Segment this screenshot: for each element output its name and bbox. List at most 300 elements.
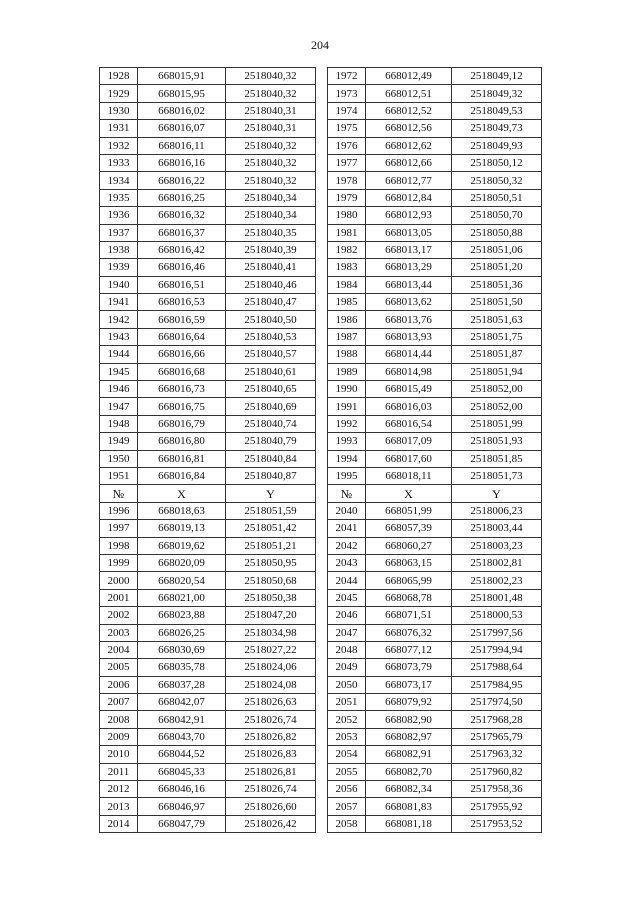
y-coordinate-cell: 2517965,79 bbox=[452, 728, 542, 745]
column-gap bbox=[316, 450, 328, 467]
x-coordinate-cell: 668012,93 bbox=[366, 207, 452, 224]
column-gap bbox=[316, 798, 328, 815]
x-coordinate-cell: 668043,70 bbox=[138, 728, 226, 745]
x-coordinate-cell: 668016,42 bbox=[138, 241, 226, 258]
point-number-cell: 2004 bbox=[100, 641, 138, 658]
y-coordinate-cell: 2518040,34 bbox=[226, 207, 316, 224]
y-coordinate-cell: 2518024,08 bbox=[226, 676, 316, 693]
column-gap bbox=[316, 659, 328, 676]
column-gap bbox=[316, 415, 328, 432]
column-gap bbox=[316, 572, 328, 589]
y-coordinate-cell: 2518040,31 bbox=[226, 120, 316, 137]
x-coordinate-cell: 668013,05 bbox=[366, 224, 452, 241]
y-coordinate-cell: 2517955,92 bbox=[452, 798, 542, 815]
x-coordinate-cell: 668016,32 bbox=[138, 207, 226, 224]
point-number-cell: 2040 bbox=[328, 502, 366, 519]
point-number-cell: 1936 bbox=[100, 207, 138, 224]
table-row bbox=[100, 781, 542, 798]
column-gap bbox=[316, 624, 328, 641]
point-number-cell: 1977 bbox=[328, 154, 366, 171]
x-coordinate-cell: 668082,97 bbox=[366, 728, 452, 745]
table-row bbox=[100, 572, 542, 589]
y-coordinate-cell: 2518051,59 bbox=[226, 502, 316, 519]
x-coordinate-cell: 668020,54 bbox=[138, 572, 226, 589]
table-row bbox=[100, 363, 542, 380]
table-row bbox=[100, 207, 542, 224]
column-gap bbox=[316, 485, 328, 502]
point-number-cell: 1987 bbox=[328, 328, 366, 345]
x-coordinate-cell: 668016,22 bbox=[138, 172, 226, 189]
point-number-cell: 1990 bbox=[328, 381, 366, 398]
column-gap bbox=[316, 346, 328, 363]
table-row bbox=[100, 746, 542, 763]
x-coordinate-cell: 668016,03 bbox=[366, 398, 452, 415]
column-gap bbox=[316, 137, 328, 154]
x-coordinate-cell: 668015,95 bbox=[138, 85, 226, 102]
table-row bbox=[100, 328, 542, 345]
point-number-cell: 1949 bbox=[100, 433, 138, 450]
point-number-cell: 1983 bbox=[328, 259, 366, 276]
x-coordinate-cell: 668044,52 bbox=[138, 746, 226, 763]
column-gap bbox=[316, 676, 328, 693]
table-row bbox=[100, 554, 542, 571]
x-coordinate-cell: 668013,93 bbox=[366, 328, 452, 345]
x-coordinate-cell: 668073,17 bbox=[366, 676, 452, 693]
point-number-cell: 1973 bbox=[328, 85, 366, 102]
y-coordinate-cell: 2518006,23 bbox=[452, 502, 542, 519]
header-y: Y bbox=[452, 485, 542, 502]
y-coordinate-cell: 2518034,98 bbox=[226, 624, 316, 641]
point-number-cell: 1991 bbox=[328, 398, 366, 415]
column-gap bbox=[316, 398, 328, 415]
y-coordinate-cell: 2518026,63 bbox=[226, 694, 316, 711]
x-coordinate-cell: 668051,99 bbox=[366, 502, 452, 519]
point-number-cell: 1985 bbox=[328, 294, 366, 311]
y-coordinate-cell: 2518040,34 bbox=[226, 189, 316, 206]
y-coordinate-cell: 2517958,36 bbox=[452, 781, 542, 798]
x-coordinate-cell: 668035,78 bbox=[138, 659, 226, 676]
point-number-cell: 1993 bbox=[328, 433, 366, 450]
point-number-cell: 1934 bbox=[100, 172, 138, 189]
y-coordinate-cell: 2517974,50 bbox=[452, 694, 542, 711]
x-coordinate-cell: 668016,64 bbox=[138, 328, 226, 345]
point-number-cell: 1995 bbox=[328, 467, 366, 484]
y-coordinate-cell: 2518052,00 bbox=[452, 398, 542, 415]
y-coordinate-cell: 2518051,75 bbox=[452, 328, 542, 345]
table-row bbox=[100, 154, 542, 171]
x-coordinate-cell: 668026,25 bbox=[138, 624, 226, 641]
x-coordinate-cell: 668016,37 bbox=[138, 224, 226, 241]
x-coordinate-cell: 668016,68 bbox=[138, 363, 226, 380]
y-coordinate-cell: 2517997,56 bbox=[452, 624, 542, 641]
x-coordinate-cell: 668082,34 bbox=[366, 781, 452, 798]
point-number-cell: 2006 bbox=[100, 676, 138, 693]
point-number-cell: 2001 bbox=[100, 589, 138, 606]
point-number-cell: 1929 bbox=[100, 85, 138, 102]
column-gap bbox=[316, 189, 328, 206]
table-row bbox=[100, 815, 542, 832]
table-row bbox=[100, 798, 542, 815]
point-number-cell: 1941 bbox=[100, 294, 138, 311]
column-gap bbox=[316, 711, 328, 728]
point-number-cell: 2051 bbox=[328, 694, 366, 711]
y-coordinate-cell: 2518001,48 bbox=[452, 589, 542, 606]
y-coordinate-cell: 2518003,44 bbox=[452, 520, 542, 537]
x-coordinate-cell: 668018,63 bbox=[138, 502, 226, 519]
point-number-cell: 2012 bbox=[100, 781, 138, 798]
page-number: 204 bbox=[311, 38, 329, 52]
x-coordinate-cell: 668037,28 bbox=[138, 676, 226, 693]
table-row bbox=[100, 259, 542, 276]
x-coordinate-cell: 668018,11 bbox=[366, 467, 452, 484]
y-coordinate-cell: 2518026,81 bbox=[226, 763, 316, 780]
point-number-cell: 2054 bbox=[328, 746, 366, 763]
point-number-cell: 1937 bbox=[100, 224, 138, 241]
point-number-cell: 1948 bbox=[100, 415, 138, 432]
column-gap bbox=[316, 589, 328, 606]
x-coordinate-cell: 668082,90 bbox=[366, 711, 452, 728]
y-coordinate-cell: 2518026,74 bbox=[226, 711, 316, 728]
table-row bbox=[100, 68, 542, 85]
column-gap bbox=[316, 763, 328, 780]
table-row bbox=[100, 676, 542, 693]
x-coordinate-cell: 668073,79 bbox=[366, 659, 452, 676]
table-row bbox=[100, 450, 542, 467]
column-gap bbox=[316, 728, 328, 745]
column-gap bbox=[316, 68, 328, 85]
point-number-cell: 1982 bbox=[328, 241, 366, 258]
x-coordinate-cell: 668047,79 bbox=[138, 815, 226, 832]
point-number-cell: 2055 bbox=[328, 763, 366, 780]
table-row bbox=[100, 137, 542, 154]
x-coordinate-cell: 668012,62 bbox=[366, 137, 452, 154]
table-row bbox=[100, 120, 542, 137]
y-coordinate-cell: 2518040,53 bbox=[226, 328, 316, 345]
x-coordinate-cell: 668046,97 bbox=[138, 798, 226, 815]
y-coordinate-cell: 2518052,00 bbox=[452, 381, 542, 398]
y-coordinate-cell: 2518050,88 bbox=[452, 224, 542, 241]
point-number-cell: 2056 bbox=[328, 781, 366, 798]
table-row bbox=[100, 520, 542, 537]
y-coordinate-cell: 2517984,95 bbox=[452, 676, 542, 693]
table-row bbox=[100, 502, 542, 519]
x-coordinate-cell: 668017,60 bbox=[366, 450, 452, 467]
point-number-cell: 2047 bbox=[328, 624, 366, 641]
x-coordinate-cell: 668045,33 bbox=[138, 763, 226, 780]
x-coordinate-cell: 668016,53 bbox=[138, 294, 226, 311]
point-number-cell: 2005 bbox=[100, 659, 138, 676]
header-number: № bbox=[100, 485, 138, 502]
column-gap bbox=[316, 607, 328, 624]
y-coordinate-cell: 2518040,32 bbox=[226, 85, 316, 102]
point-number-cell: 2000 bbox=[100, 572, 138, 589]
point-number-cell: 1974 bbox=[328, 102, 366, 119]
x-coordinate-cell: 668016,54 bbox=[366, 415, 452, 432]
x-coordinate-cell: 668016,66 bbox=[138, 346, 226, 363]
point-number-cell: 1951 bbox=[100, 467, 138, 484]
x-coordinate-cell: 668016,73 bbox=[138, 381, 226, 398]
point-number-cell: 1989 bbox=[328, 363, 366, 380]
x-coordinate-cell: 668076,32 bbox=[366, 624, 452, 641]
point-number-cell: 2044 bbox=[328, 572, 366, 589]
y-coordinate-cell: 2518040,69 bbox=[226, 398, 316, 415]
y-coordinate-cell: 2518049,93 bbox=[452, 137, 542, 154]
x-coordinate-cell: 668019,62 bbox=[138, 537, 226, 554]
point-number-cell: 1994 bbox=[328, 450, 366, 467]
y-coordinate-cell: 2518040,84 bbox=[226, 450, 316, 467]
y-coordinate-cell: 2518026,83 bbox=[226, 746, 316, 763]
x-coordinate-cell: 668071,51 bbox=[366, 607, 452, 624]
header-y: Y bbox=[226, 485, 316, 502]
point-number-cell: 1981 bbox=[328, 224, 366, 241]
y-coordinate-cell: 2518040,32 bbox=[226, 154, 316, 171]
point-number-cell: 1999 bbox=[100, 554, 138, 571]
x-coordinate-cell: 668013,76 bbox=[366, 311, 452, 328]
y-coordinate-cell: 2518050,70 bbox=[452, 207, 542, 224]
y-coordinate-cell: 2518040,32 bbox=[226, 68, 316, 85]
y-coordinate-cell: 2518050,12 bbox=[452, 154, 542, 171]
x-coordinate-cell: 668012,49 bbox=[366, 68, 452, 85]
point-number-cell: 2048 bbox=[328, 641, 366, 658]
x-coordinate-cell: 668015,91 bbox=[138, 68, 226, 85]
point-number-cell: 2041 bbox=[328, 520, 366, 537]
y-coordinate-cell: 2518026,42 bbox=[226, 815, 316, 832]
y-coordinate-cell: 2518047,20 bbox=[226, 607, 316, 624]
y-coordinate-cell: 2518051,63 bbox=[452, 311, 542, 328]
table-row bbox=[100, 728, 542, 745]
x-coordinate-cell: 668042,91 bbox=[138, 711, 226, 728]
column-gap bbox=[316, 502, 328, 519]
x-coordinate-cell: 668012,77 bbox=[366, 172, 452, 189]
point-number-cell: 2010 bbox=[100, 746, 138, 763]
point-number-cell: 1940 bbox=[100, 276, 138, 293]
table-row bbox=[100, 659, 542, 676]
point-number-cell: 1943 bbox=[100, 328, 138, 345]
x-coordinate-cell: 668012,51 bbox=[366, 85, 452, 102]
y-coordinate-cell: 2517994,94 bbox=[452, 641, 542, 658]
y-coordinate-cell: 2518051,94 bbox=[452, 363, 542, 380]
table-row bbox=[100, 694, 542, 711]
table-row bbox=[100, 346, 542, 363]
column-gap bbox=[316, 311, 328, 328]
y-coordinate-cell: 2518051,36 bbox=[452, 276, 542, 293]
point-number-cell: 1979 bbox=[328, 189, 366, 206]
y-coordinate-cell: 2518040,61 bbox=[226, 363, 316, 380]
y-coordinate-cell: 2518040,35 bbox=[226, 224, 316, 241]
x-coordinate-cell: 668012,52 bbox=[366, 102, 452, 119]
column-gap bbox=[316, 294, 328, 311]
point-number-cell: 1986 bbox=[328, 311, 366, 328]
table-row bbox=[100, 102, 542, 119]
point-number-cell: 2043 bbox=[328, 554, 366, 571]
y-coordinate-cell: 2518026,82 bbox=[226, 728, 316, 745]
x-coordinate-cell: 668023,88 bbox=[138, 607, 226, 624]
table-row bbox=[100, 641, 542, 658]
point-number-cell: 1944 bbox=[100, 346, 138, 363]
point-number-cell: 2053 bbox=[328, 728, 366, 745]
point-number-cell: 1972 bbox=[328, 68, 366, 85]
point-number-cell: 1997 bbox=[100, 520, 138, 537]
table-row bbox=[100, 711, 542, 728]
table-row bbox=[100, 415, 542, 432]
point-number-cell: 2014 bbox=[100, 815, 138, 832]
column-gap bbox=[316, 120, 328, 137]
column-gap bbox=[316, 224, 328, 241]
y-coordinate-cell: 2518051,93 bbox=[452, 433, 542, 450]
x-coordinate-cell: 668016,80 bbox=[138, 433, 226, 450]
point-number-cell: 2003 bbox=[100, 624, 138, 641]
y-coordinate-cell: 2518040,79 bbox=[226, 433, 316, 450]
column-gap bbox=[316, 433, 328, 450]
x-coordinate-cell: 668016,16 bbox=[138, 154, 226, 171]
column-gap bbox=[316, 381, 328, 398]
x-coordinate-cell: 668079,92 bbox=[366, 694, 452, 711]
point-number-cell: 1946 bbox=[100, 381, 138, 398]
x-coordinate-cell: 668063,15 bbox=[366, 554, 452, 571]
x-coordinate-cell: 668081,83 bbox=[366, 798, 452, 815]
column-gap bbox=[316, 259, 328, 276]
column-gap bbox=[316, 746, 328, 763]
point-number-cell: 1980 bbox=[328, 207, 366, 224]
x-coordinate-cell: 668012,84 bbox=[366, 189, 452, 206]
y-coordinate-cell: 2518003,23 bbox=[452, 537, 542, 554]
y-coordinate-cell: 2517988,64 bbox=[452, 659, 542, 676]
table-row bbox=[100, 763, 542, 780]
point-number-cell: 1976 bbox=[328, 137, 366, 154]
y-coordinate-cell: 2518040,32 bbox=[226, 172, 316, 189]
y-coordinate-cell: 2518051,99 bbox=[452, 415, 542, 432]
x-coordinate-cell: 668016,81 bbox=[138, 450, 226, 467]
x-coordinate-cell: 668012,66 bbox=[366, 154, 452, 171]
x-coordinate-cell: 668014,98 bbox=[366, 363, 452, 380]
y-coordinate-cell: 2518050,32 bbox=[452, 172, 542, 189]
y-coordinate-cell: 2518051,06 bbox=[452, 241, 542, 258]
y-coordinate-cell: 2518040,41 bbox=[226, 259, 316, 276]
y-coordinate-cell: 2517968,28 bbox=[452, 711, 542, 728]
header-x: X bbox=[366, 485, 452, 502]
column-gap bbox=[316, 554, 328, 571]
column-gap bbox=[316, 694, 328, 711]
y-coordinate-cell: 2518049,32 bbox=[452, 85, 542, 102]
y-coordinate-cell: 2518049,53 bbox=[452, 102, 542, 119]
x-coordinate-cell: 668016,11 bbox=[138, 137, 226, 154]
y-coordinate-cell: 2518051,21 bbox=[226, 537, 316, 554]
y-coordinate-cell: 2518026,60 bbox=[226, 798, 316, 815]
point-number-cell: 1933 bbox=[100, 154, 138, 171]
x-coordinate-cell: 668012,56 bbox=[366, 120, 452, 137]
x-coordinate-cell: 668013,17 bbox=[366, 241, 452, 258]
y-coordinate-cell: 2517960,82 bbox=[452, 763, 542, 780]
table-row bbox=[100, 189, 542, 206]
x-coordinate-cell: 668016,75 bbox=[138, 398, 226, 415]
x-coordinate-cell: 668016,07 bbox=[138, 120, 226, 137]
column-gap bbox=[316, 85, 328, 102]
point-number-cell: 1992 bbox=[328, 415, 366, 432]
x-coordinate-cell: 668013,62 bbox=[366, 294, 452, 311]
point-number-cell: 1928 bbox=[100, 68, 138, 85]
column-gap bbox=[316, 815, 328, 832]
x-coordinate-cell: 668082,70 bbox=[366, 763, 452, 780]
header-number: № bbox=[328, 485, 366, 502]
column-gap bbox=[316, 154, 328, 171]
x-coordinate-cell: 668016,51 bbox=[138, 276, 226, 293]
point-number-cell: 2049 bbox=[328, 659, 366, 676]
x-coordinate-cell: 668014,44 bbox=[366, 346, 452, 363]
point-number-cell: 1978 bbox=[328, 172, 366, 189]
point-number-cell: 1930 bbox=[100, 102, 138, 119]
x-coordinate-cell: 668065,99 bbox=[366, 572, 452, 589]
point-number-cell: 1932 bbox=[100, 137, 138, 154]
x-coordinate-cell: 668020,09 bbox=[138, 554, 226, 571]
column-gap bbox=[316, 241, 328, 258]
table-row bbox=[100, 589, 542, 606]
header-x: X bbox=[138, 485, 226, 502]
point-number-cell: 2046 bbox=[328, 607, 366, 624]
x-coordinate-cell: 668060,27 bbox=[366, 537, 452, 554]
y-coordinate-cell: 2518050,51 bbox=[452, 189, 542, 206]
column-gap bbox=[316, 102, 328, 119]
point-number-cell: 1931 bbox=[100, 120, 138, 137]
point-number-cell: 1945 bbox=[100, 363, 138, 380]
x-coordinate-cell: 668013,44 bbox=[366, 276, 452, 293]
y-coordinate-cell: 2518040,65 bbox=[226, 381, 316, 398]
y-coordinate-cell: 2518049,73 bbox=[452, 120, 542, 137]
point-number-cell: 1947 bbox=[100, 398, 138, 415]
x-coordinate-cell: 668015,49 bbox=[366, 381, 452, 398]
x-coordinate-cell: 668013,29 bbox=[366, 259, 452, 276]
point-number-cell: 1984 bbox=[328, 276, 366, 293]
point-number-cell: 1975 bbox=[328, 120, 366, 137]
y-coordinate-cell: 2518002,81 bbox=[452, 554, 542, 571]
table-header-row bbox=[100, 485, 542, 502]
table-row bbox=[100, 607, 542, 624]
point-number-cell: 2002 bbox=[100, 607, 138, 624]
point-number-cell: 1942 bbox=[100, 311, 138, 328]
point-number-cell: 1996 bbox=[100, 502, 138, 519]
point-number-cell: 2058 bbox=[328, 815, 366, 832]
point-number-cell: 1939 bbox=[100, 259, 138, 276]
column-gap bbox=[316, 276, 328, 293]
y-coordinate-cell: 2518051,50 bbox=[452, 294, 542, 311]
point-number-cell: 1950 bbox=[100, 450, 138, 467]
table-row bbox=[100, 172, 542, 189]
y-coordinate-cell: 2518050,38 bbox=[226, 589, 316, 606]
y-coordinate-cell: 2518002,23 bbox=[452, 572, 542, 589]
y-coordinate-cell: 2518040,32 bbox=[226, 137, 316, 154]
x-coordinate-cell: 668017,09 bbox=[366, 433, 452, 450]
column-gap bbox=[316, 172, 328, 189]
point-number-cell: 2008 bbox=[100, 711, 138, 728]
x-coordinate-cell: 668042,07 bbox=[138, 694, 226, 711]
y-coordinate-cell: 2518024,06 bbox=[226, 659, 316, 676]
x-coordinate-cell: 668081,18 bbox=[366, 815, 452, 832]
point-number-cell: 1935 bbox=[100, 189, 138, 206]
x-coordinate-cell: 668030,69 bbox=[138, 641, 226, 658]
point-number-cell: 2042 bbox=[328, 537, 366, 554]
table-row bbox=[100, 85, 542, 102]
y-coordinate-cell: 2518040,87 bbox=[226, 467, 316, 484]
y-coordinate-cell: 2518051,20 bbox=[452, 259, 542, 276]
x-coordinate-cell: 668016,59 bbox=[138, 311, 226, 328]
x-coordinate-cell: 668057,39 bbox=[366, 520, 452, 537]
y-coordinate-cell: 2517953,52 bbox=[452, 815, 542, 832]
table-row bbox=[100, 311, 542, 328]
column-gap bbox=[316, 641, 328, 658]
x-coordinate-cell: 668016,25 bbox=[138, 189, 226, 206]
x-coordinate-cell: 668019,13 bbox=[138, 520, 226, 537]
point-number-cell: 1938 bbox=[100, 241, 138, 258]
y-coordinate-cell: 2518051,42 bbox=[226, 520, 316, 537]
